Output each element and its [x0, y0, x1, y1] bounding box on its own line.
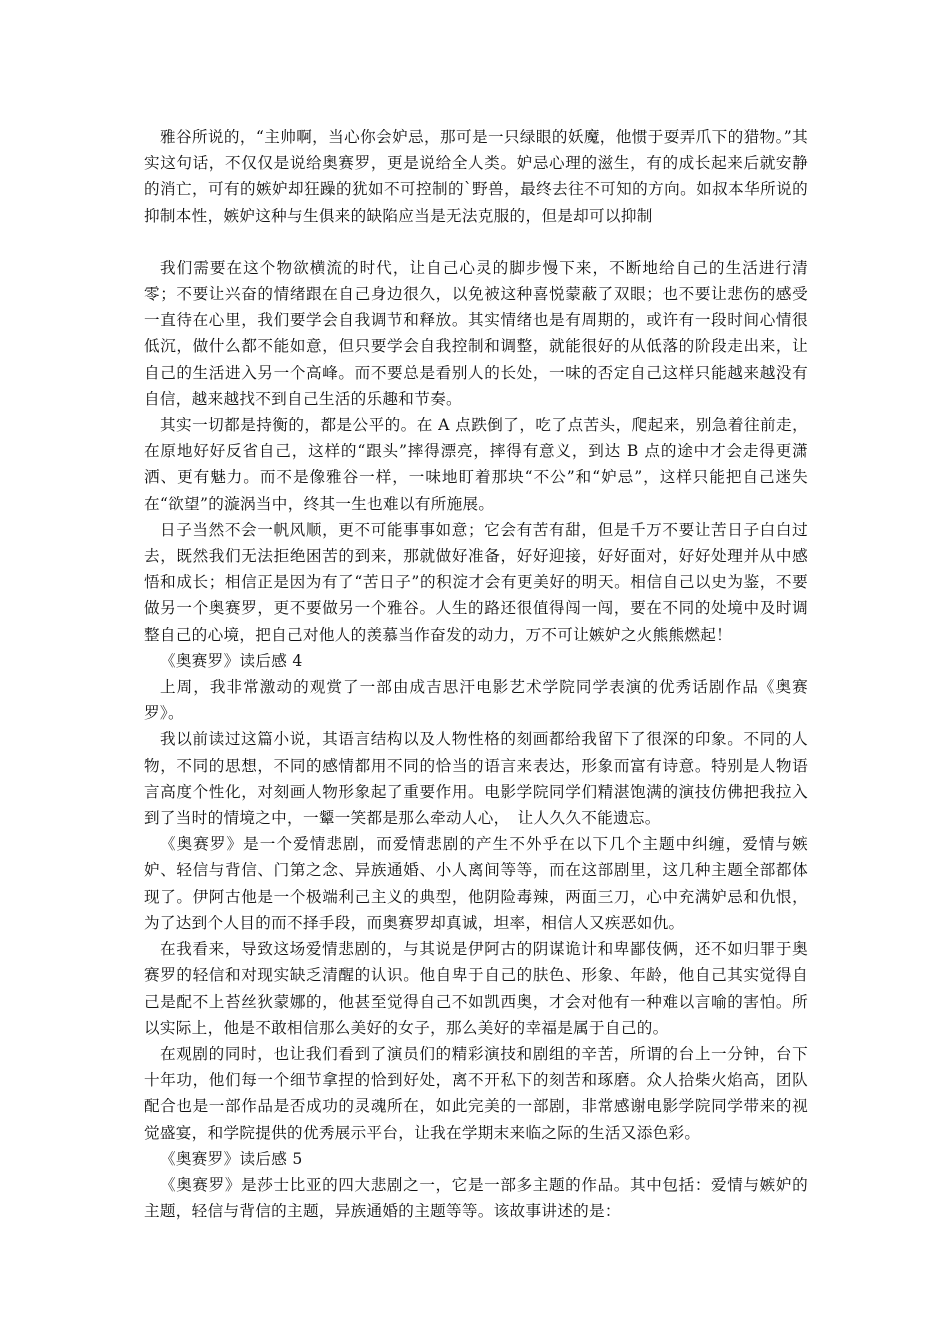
paragraph: 在观剧的同时，也让我们看到了演员们的精彩演技和剧组的辛苦，所谓的台上一分钟，台下十年功，他们每一个细节拿捏的恰到好处，离不开私下的刻苦和琢磨。众人拾柴火焰高，团队配合也是一部作品是否成功的灵魂所在，如此完美的一部剧，非常感谢电影学院同学带来的视觉盛宴，和学院提供的优秀展示平台，让我在学期末来临之际的生活又添色彩。 — [144, 1044, 808, 1142]
document-body — [144, 124, 808, 1224]
paragraph: 在我看来，导致这场爱情悲剧的，与其说是伊阿古的阴谋诡计和卑鄙伎俩，还不如归罪于奥赛罗的轻信和对现实缺乏清醒的认识。他自卑于自己的肤色、形象、年龄，他自己其实觉得自己是配不上苔丝狄蒙娜的，他甚至觉得自己不如凯西奥，才会对他有一种难以言喻的害怕。所以实际上，他是不敢相信那么美好的女子，那么美好的幸福是属于自己的。 — [144, 940, 808, 1037]
paragraph: 我们需要在这个物欲横流的时代，让自己心灵的脚步慢下来，不断地给自己的生活进行清零；不要让兴奋的情绪跟在自己身边很久，以免被这种喜悦蒙蔽了双眼；也不要让悲伤的感受一直待在心里，我们要学会自我调节和释放。其实情绪也是有周期的，或许有一段时间心情很低沉，做什么都不能如意，但只要学会自我控制和调整，就能很好的从低落的阶段走出来，让自己的生活进入另一个高峰。而不要总是看别人的长处，一味的否定自己这样只能越来越没有自信，越来越找不到自己生活的乐趣和节奏。 — [144, 258, 808, 408]
paragraph: 上周，我非常激动的观赏了一部由成吉思汗电影艺术学院同学表演的优秀话剧作品《奥赛罗》。 — [144, 678, 808, 723]
paragraph: 日子当然不会一帆风顺，更不可能事事如意；它会有苦有甜，但是千万不要让苦日子白白过去，既然我们无法拒绝困苦的到来，那就做好准备，好好迎接，好好面对，好好处理并从中感悟和成长；相信正是因为有了“苦日子”的积淀才会有更美好的明天。相信自己以史为鉴，不要做另一个奥赛罗，更不要做另一个雅谷。人生的路还很值得闯一闯，要在不同的处境中及时调整自己的心境，把自己对他人的羡慕当作奋发的动力，万不可让嫉妒之火熊熊燃起！ — [144, 520, 808, 644]
blank-line — [144, 229, 808, 255]
section-heading: 《奥赛罗》读后感 4 — [160, 651, 303, 670]
paragraph: 雅谷所说的，“主帅啊，当心你会妒忌，那可是一只绿眼的妖魔，他惯于耍弄爪下的猎物。”其实这句话，不仅仅是说给奥赛罗，更是说给全人类。妒忌心理的滋生，有的成长起来后就安静的消亡，可有的嫉妒却狂躁的犹如不可控制的`野兽，最终去往不可知的方向。如叔本华所说的抑制本性，嫉妒这种与生俱来的缺陷应当是无法克服的，但是却可以抑制 — [144, 128, 808, 225]
paragraph: 我以前读过这篇小说，其语言结构以及人物性格的刻画都给我留下了很深的印象。不同的人物，不同的思想，不同的感情都用不同的恰当的语言来表达，形象而富有诗意。特别是人物语言高度个性化，对刻画人物形象起了重要作用。电影学院同学们精湛饱满的演技仿佛把我拉入到了当时的情境之中，一颦一笑都是那么牵动人心， 让人久久不能遗忘。 — [144, 730, 808, 828]
paragraph: 其实一切都是持衡的，都是公平的。在 A 点跌倒了，吃了点苦头，爬起来，别急着往前走，在原地好好反省自己，这样的“跟头”摔得漂亮，摔得有意义，到达 B 点的途中才会走得更潇洒、更有魅力。而不是像雅谷一样，一味地盯着那块“不公”和“妒忌”，这样只能把自己迷失在“欲望”的漩涡当中，终其一生也难以有所施展。 — [144, 416, 808, 513]
section-heading: 《奥赛罗》读后感 5 — [160, 1149, 303, 1168]
paragraph: 《奥赛罗》是莎士比亚的四大悲剧之一，它是一部多主题的作品。其中包括：爱情与嫉妒的主题，轻信与背信的主题，异族通婚的主题等等。该故事讲述的是： — [144, 1175, 808, 1221]
paragraph: 《奥赛罗》是一个爱情悲剧，而爱情悲剧的产生不外乎在以下几个主题中纠缠，爱情与嫉妒、轻信与背信、门第之念、异族通婚、小人离间等等，而在这部剧里，这几种主题全部都体现了。伊阿古他是一个极端利己主义的典型，他阴险毒辣，两面三刀，心中充满妒忌和仇恨，为了达到个人目的而不择手段，而奥赛罗却真诚，坦率，相信人又疾恶如仇。 — [144, 835, 808, 932]
